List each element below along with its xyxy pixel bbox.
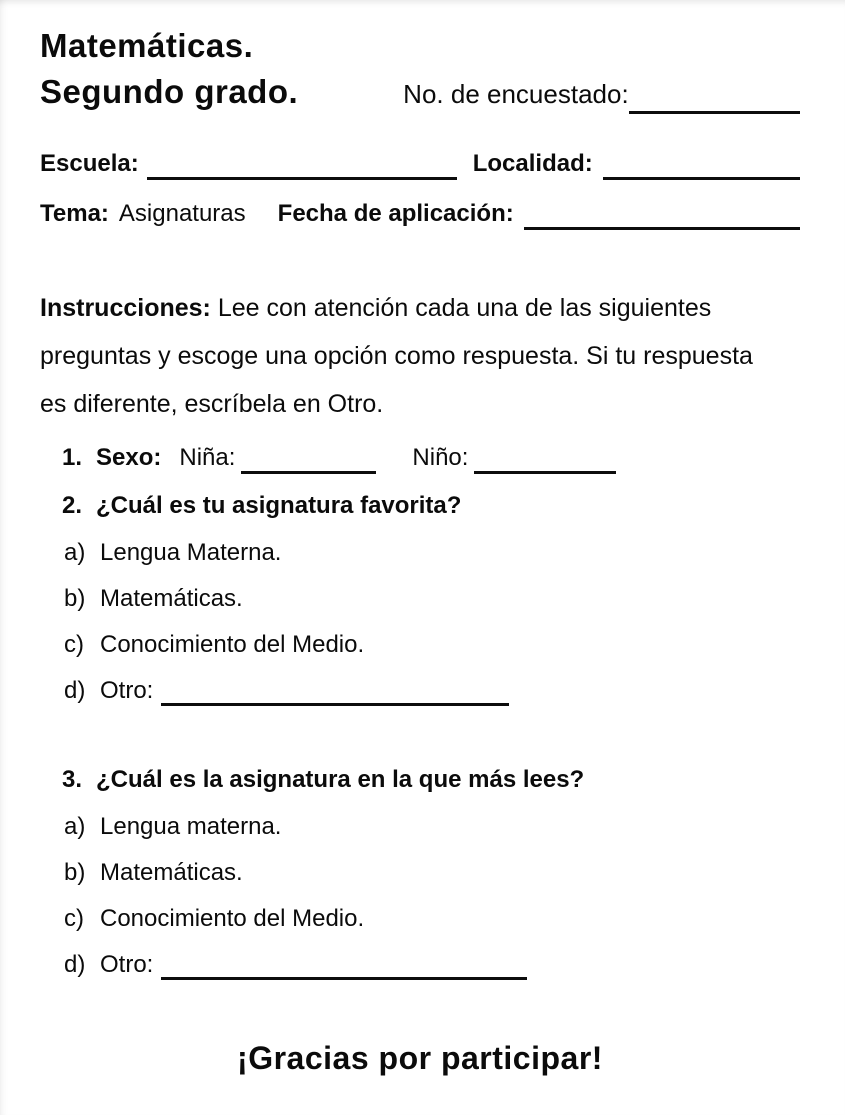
instructions-line3: es diferente, escríbela en Otro.	[40, 390, 384, 418]
option-text: Lengua materna.	[100, 813, 282, 840]
question-2-option-c	[40, 629, 800, 660]
option-text: Conocimiento del Medio.	[100, 905, 365, 932]
other-answer-blank	[161, 951, 527, 980]
question-3-text: ¿Cuál es la asignatura en la que más lees?	[96, 766, 585, 793]
question-1-number: 1.	[62, 444, 83, 471]
topic-value: Asignaturas	[118, 200, 246, 227]
topic-date-row	[40, 198, 800, 230]
respondent-number-label: No. de encuestado:	[403, 79, 629, 109]
question-2-option-d	[40, 675, 800, 706]
question-2-heading	[40, 490, 800, 522]
girl-option-label: Niña:	[179, 444, 236, 471]
boy-option-label: Niño:	[412, 444, 469, 471]
application-date-blank	[524, 201, 800, 230]
instructions-paragraph	[40, 284, 800, 428]
option-letter: a)	[64, 813, 86, 840]
school-blank	[147, 151, 457, 180]
instructions-label: Instrucciones:	[40, 294, 211, 322]
option-letter: d)	[64, 951, 86, 978]
question-2-text: ¿Cuál es tu asignatura favorita?	[96, 492, 462, 519]
school-locality-row	[40, 148, 800, 180]
option-letter: c)	[64, 631, 84, 658]
question-1-sex	[40, 442, 800, 474]
option-letter: b)	[64, 585, 86, 612]
instructions-line2: preguntas y escoge una opción como respuesta. Si tu respuesta	[40, 342, 753, 370]
doc-title-grade: Segundo grado.	[40, 73, 299, 110]
question-1-label: Sexo:	[96, 444, 162, 471]
header-row	[40, 70, 800, 114]
option-text: Matemáticas.	[100, 585, 243, 612]
option-letter: c)	[64, 905, 84, 932]
application-date-label: Fecha de aplicación:	[277, 200, 514, 227]
question-3-option-d	[40, 949, 800, 980]
boy-option-blank	[474, 445, 616, 474]
question-3-option-b	[40, 857, 800, 888]
question-2-option-a	[40, 537, 800, 568]
question-3-option-a	[40, 811, 800, 842]
other-answer-blank	[161, 677, 509, 706]
option-text: Conocimiento del Medio.	[100, 631, 365, 658]
question-3-option-c	[40, 903, 800, 934]
option-letter: b)	[64, 859, 86, 886]
topic-label: Tema:	[40, 200, 109, 227]
locality-label: Localidad:	[472, 150, 593, 177]
respondent-number-field	[403, 74, 800, 114]
option-text: Otro:	[100, 951, 154, 978]
school-label: Escuela:	[40, 150, 139, 177]
thank-you-message: ¡Gracias por participar!	[237, 1040, 603, 1076]
instructions-line1: Lee con atención cada una de las siguientes	[217, 294, 712, 322]
question-2-option-b	[40, 583, 800, 614]
option-letter: d)	[64, 677, 86, 704]
question-3-heading	[40, 764, 800, 796]
option-letter: a)	[64, 539, 86, 566]
doc-title-subject: Matemáticas.	[40, 27, 254, 64]
question-2-number: 2.	[62, 492, 83, 519]
option-text: Matemáticas.	[100, 859, 243, 886]
option-text: Lengua Materna.	[100, 539, 282, 566]
locality-blank	[603, 151, 800, 180]
option-text: Otro:	[100, 677, 154, 704]
respondent-number-blank	[629, 85, 800, 114]
question-3-number: 3.	[62, 766, 83, 793]
girl-option-blank	[241, 445, 376, 474]
